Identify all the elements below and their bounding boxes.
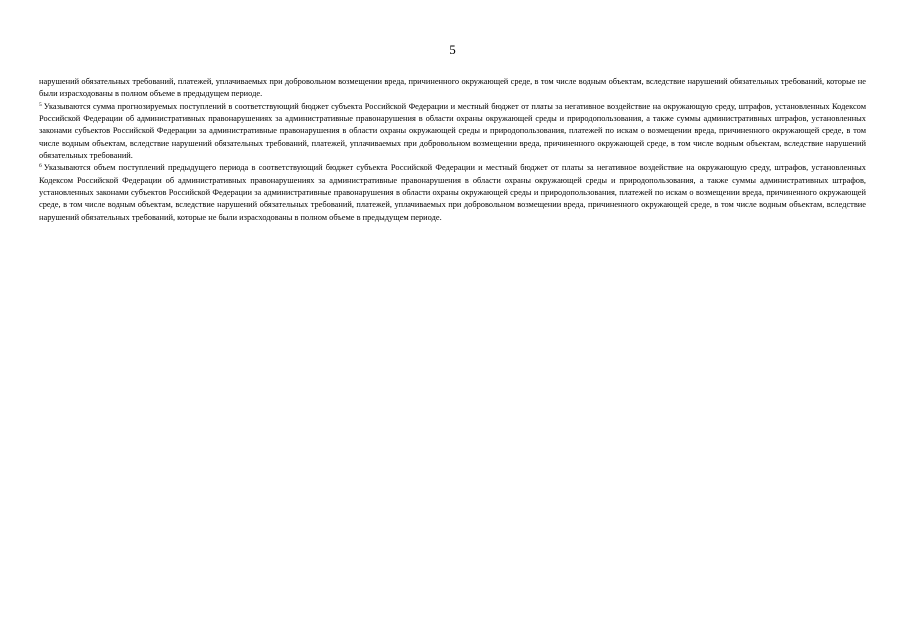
footnote-marker: 5 bbox=[39, 101, 42, 108]
paragraph-text: нарушений обязательных требований, платежей, уплачиваемых при добровольном возмещении вреда, причиненного окружающей среде, в том числе водным объектам, вследствие нарушений обязательных требований, которые не были израсходованы в полном объеме в предыдущем периоде. bbox=[39, 77, 866, 99]
footnote-6 bbox=[39, 162, 866, 224]
page-number: 5 bbox=[449, 42, 456, 57]
footnote-marker: 6 bbox=[39, 163, 42, 170]
footnote-5 bbox=[39, 101, 866, 163]
paragraph-text: Указываются сумма прогнозируемых поступлений в соответствующий бюджет субъекта Российской Федерации и местный бюджет от платы за негативное воздействие на окружающую среду, штрафов, установленных Кодексом Российской Федерации об административных правонарушениях за административные правонарушения в области охраны окружающей среды и природопользования, а также суммы административных штрафов, установленных законами субъектов Российской Федерации за административные правонарушения в области охраны окружающей среды и природопользования, платежей по искам о возмещении вреда, причиненного окружающей среде, в том числе водным объектам, вследствие нарушений обязательных требований, платежей, уплачиваемых при добровольном возмещении вреда, причиненного окружающей среде, в том числе водным объектам, вследствие нарушений обязательных требований. bbox=[39, 101, 866, 161]
footnotes-text bbox=[39, 76, 866, 224]
footnote-continuation bbox=[39, 76, 866, 101]
paragraph-text: Указываются объем поступлений предыдущего периода в соответствующий бюджет субъекта Российской Федерации и местный бюджет от платы за негативное воздействие на окружающую среду, штрафов, установленных Кодексом Российской Федерации об административных правонарушениях за административные правонарушения в области охраны окружающей среды и природопользования, а также суммы административных штрафов, установленных законами субъектов Российской Федерации за административные правонарушения в области охраны окружающей среды и природопользования, платежей по искам о возмещении вреда, причиненного окружающей среде, в том числе водным объектам, вследствие нарушений обязательных требований, платежей, уплачиваемых при добровольном возмещении вреда, причиненного окружающей среде, в том числе водным объектам, вследствие нарушений обязательных требований, которые не были израсходованы в полном объеме в предыдущем периоде. bbox=[39, 163, 866, 222]
